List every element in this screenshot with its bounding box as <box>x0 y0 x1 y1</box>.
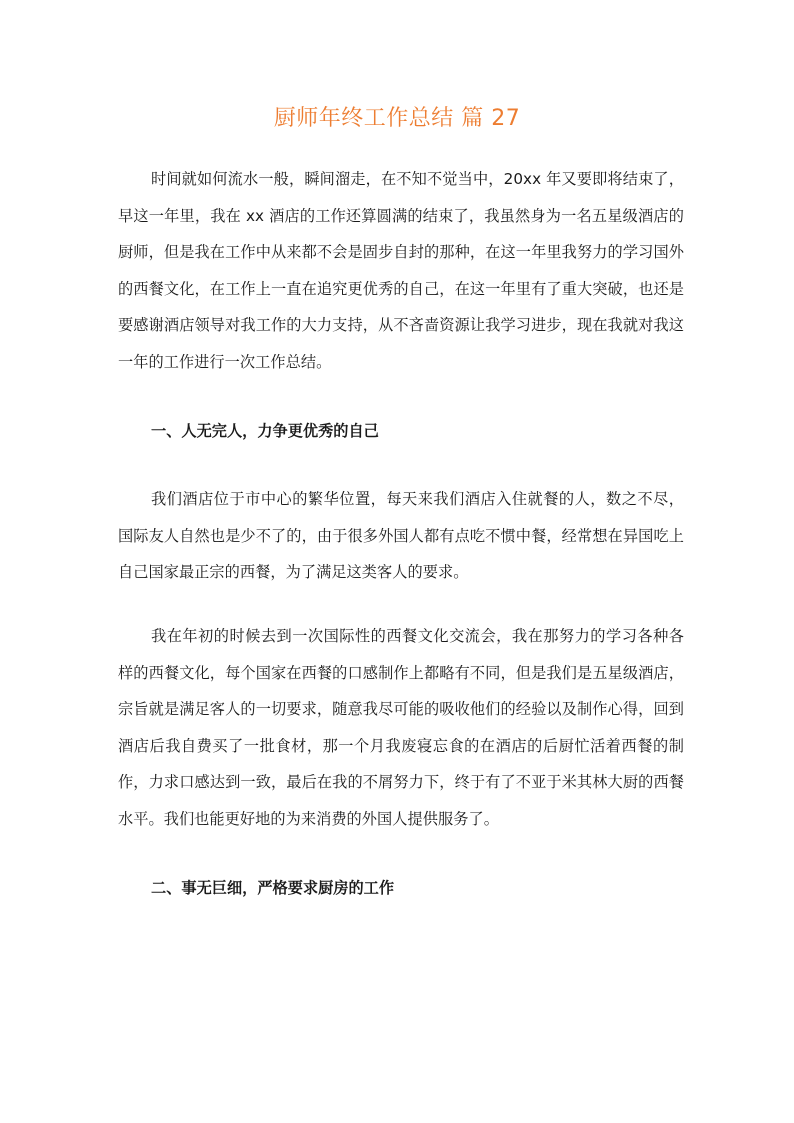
paragraph-gap <box>118 838 684 870</box>
paragraph-gap <box>118 381 684 413</box>
section-1-paragraph-1: 我们酒店位于市中心的繁华位置，每天来我们酒店入住就餐的人，数之不尽，国际友人自然也是少不了的，由于很多外国人都有点吃不惯中餐，经常想在异国吃上自己国家最正宗的西餐，为了满足这类客人的要求。 <box>118 490 684 582</box>
paragraph-gap <box>118 591 684 618</box>
page-title: 厨师年终工作总结 篇 27 <box>273 106 521 131</box>
intro-paragraph: 时间就如何流水一般，瞬间溜走，在不知不觉当中，20xx 年又要即将结束了，早这一年里，我在 xx 酒店的工作还算圆满的结束了，我虽然身为一名五星级酒店的厨师，但是我在工作中从来都不会是固步自封的那种，在这一年里我努力的学习国外的西餐文化，在工作上一直在追究更优秀的自己，在这一年里有了重大突破，也还是要感谢酒店领导对我工作的大力支持，从不吝啬资源让我学习进步，现在我就对我这一年的工作进行一次工作总结。 <box>118 170 684 371</box>
section-1-paragraph-2: 我在年初的时候去到一次国际性的西餐文化交流会，我在那努力的学习各种各样的西餐文化，每个国家在西餐的口感制作上都略有不同，但是我们是五星级酒店，宗旨就是满足客人的一切要求，随意我尽可能的吸收他们的经验以及制作心得，回到酒店后我自费买了一批食材，那一个月我废寝忘食的在酒店的后厨忙活着西餐的制作，力求口感达到一致，最后在我的不屑努力下，终于有了不亚于米其林大厨的西餐水平。我们也能更好地的为来消费的外国人提供服务了。 <box>118 626 684 828</box>
section-heading-2: 二、事无巨细，严格要求厨房的工作 <box>151 878 394 897</box>
paragraph-gap <box>118 449 684 481</box>
document-body <box>118 161 684 906</box>
section-heading-1: 一、人无完人，力争更优秀的自己 <box>151 421 379 440</box>
